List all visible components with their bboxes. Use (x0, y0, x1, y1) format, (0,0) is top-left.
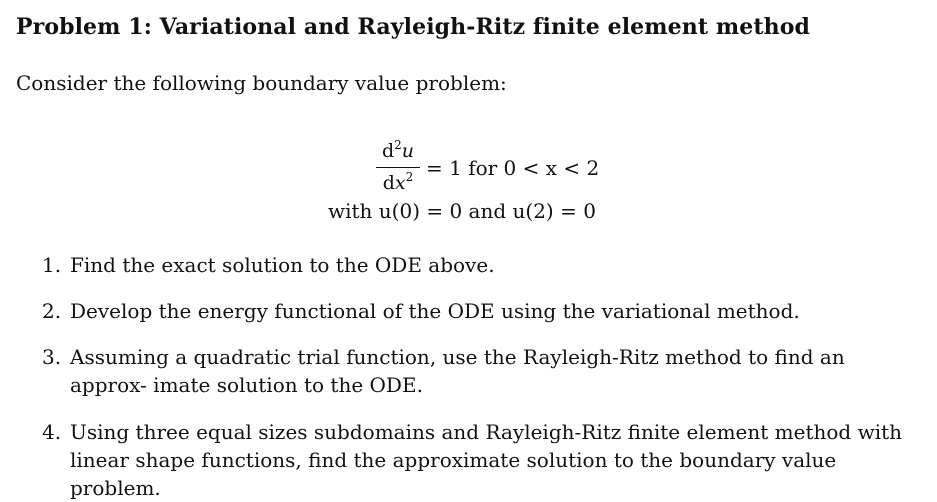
list-item (42, 297, 912, 325)
list-item-text: Using three equal sizes subdomains and Rayleigh-Ritz finite element method with linear shape functions, find the approximate solution to the boundary value problem. (70, 420, 903, 500)
list-item (42, 343, 912, 399)
list-item-number: 1. (42, 253, 62, 277)
list-item-number: 4. (42, 420, 62, 444)
list-item (42, 251, 912, 279)
fraction-numerator: $d^2u$ (381, 138, 415, 162)
intro-text: Consider the following boundary value problem: (16, 71, 507, 95)
problem-title: Problem 1: Variational and Rayleigh-Ritz finite element method (16, 14, 810, 40)
equation-rhs: = 1 for 0 < x < 2 (426, 156, 600, 180)
fraction-bar (376, 167, 420, 168)
fraction-denominator: $dx^2$ (382, 170, 414, 194)
list-item-text: Assuming a quadratic trial function, use the Rayleigh-Ritz method to find an approx- imate solution to the ODE. (70, 345, 845, 397)
list-item-text: Develop the energy functional of the ODE using the variational method. (70, 299, 800, 323)
list-item (42, 418, 912, 502)
derivative-fraction (376, 138, 420, 196)
boundary-conditions: with u(0) = 0 and u(2) = 0 (328, 199, 596, 223)
list-item-text: Find the exact solution to the ODE above. (70, 253, 495, 277)
list-item-number: 3. (42, 345, 62, 369)
list-item-number: 2. (42, 299, 62, 323)
